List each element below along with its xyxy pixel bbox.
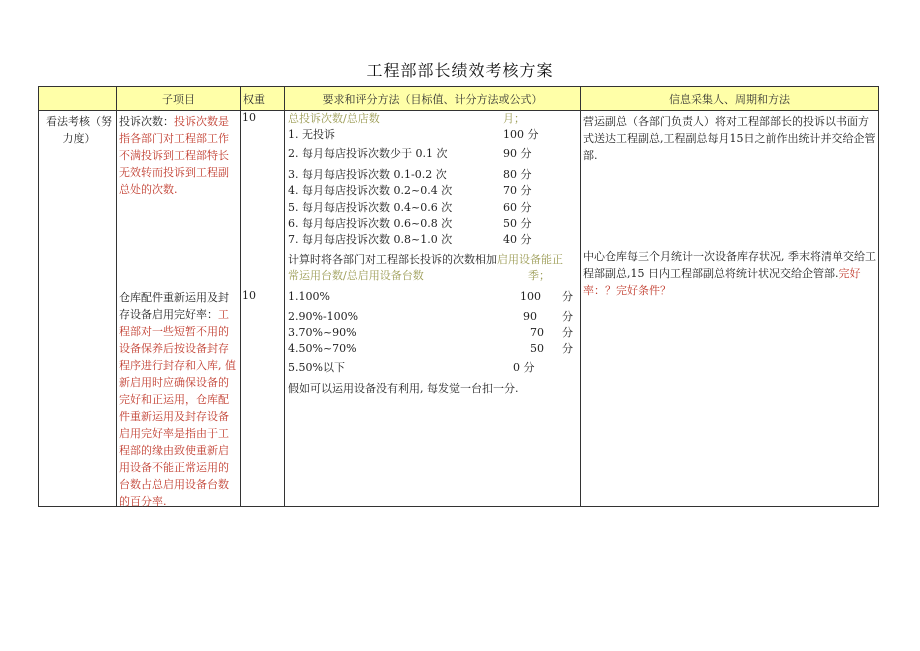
item2-text <box>119 289 239 510</box>
item1-score-7: 40 分 <box>503 233 532 246</box>
item1-rule-1: 1. 无投诉 <box>288 128 335 141</box>
item2-rule-1: 1.100% <box>288 290 330 303</box>
item2-intro <box>288 252 563 267</box>
header-subitem: 子项目 <box>117 87 241 111</box>
item2-score-1: 100 <box>520 290 541 303</box>
item1-text <box>119 113 239 198</box>
item1-rule-6: 6. 每月每店投诉次数 0.6~0.8 次 <box>288 217 453 230</box>
item2-rule-5: 5.50%以下 <box>288 361 345 374</box>
item2-score-3: 70 <box>530 326 544 339</box>
method-cell <box>285 111 581 507</box>
item2-formula-tail: 季； <box>528 269 550 282</box>
item2-info: 中心仓库每三个月统计一次设备库存状况, 季末将清单交给工程部副总,15 日内工程部副总将统计状况交给企管部. <box>583 250 876 280</box>
header-method: 要求和评分方法（目标值、计分方法或公式） <box>285 87 581 111</box>
item1-score-5: 60 分 <box>503 201 532 214</box>
item1-score-6: 50 分 <box>503 217 532 230</box>
item2-unit-1: 分 <box>562 290 573 303</box>
page-title: 工程部部长绩效考核方案 <box>366 61 554 80</box>
item1-score-3: 80 分 <box>503 168 532 181</box>
item1-weight: 10 <box>242 111 256 124</box>
item1-rule-5: 5. 每月每店投诉次数 0.4~0.6 次 <box>288 201 453 214</box>
item2-score-5: 0 分 <box>513 361 535 374</box>
assessment-table <box>38 86 879 507</box>
item2-unit-4: 分 <box>562 342 573 355</box>
item2-note: 假如可以运用设备没有利用, 每发觉一台扣一分. <box>288 382 519 395</box>
item1-rule-7: 7. 每月每店投诉次数 0.8~1.0 次 <box>288 233 453 246</box>
item1-label: 投诉次数： <box>119 115 174 128</box>
item1-rule-3: 3. 每月每店投诉次数 0.1-0.2 次 <box>288 168 447 181</box>
item2-info-block <box>583 248 877 299</box>
item2-rule-2: 2.90%-100% <box>288 310 359 323</box>
item2-score-4: 50 <box>530 342 544 355</box>
header-row <box>39 87 879 111</box>
subitem-cell <box>117 111 241 507</box>
info-cell <box>581 111 879 507</box>
item1-score-4: 70 分 <box>503 184 532 197</box>
item2-weight: 10 <box>242 289 256 302</box>
item2-intro-olive: 启用设备能正 <box>497 253 563 266</box>
item1-desc: 投诉次数是指各部门对工程部工作不满投诉到工程部特长无效转而投诉到工程副总处的次数. <box>119 115 229 196</box>
weight-cell <box>241 111 285 507</box>
item1-rule-4: 4. 每月每店投诉次数 0.2~0.4 次 <box>288 184 453 197</box>
item1-formula-tail: 月； <box>503 112 525 125</box>
item2-rule-3: 3.70%~90% <box>288 326 357 339</box>
header-category <box>39 87 117 111</box>
item2-desc: 工程部对一些短暂不用的设备保养后按设备封存程序进行封存和入库, 值新启用时应确保设备的完好和正运用，仓库配件重新运用及封存设备启用完好率是指由于工程部的缘由致使重新启用设备不能正常运用的台数占总启用设备台数的百分率. <box>119 308 236 508</box>
item1-score-2: 90 分 <box>503 147 532 160</box>
header-info: 信息采集人、周期和方法 <box>581 87 879 111</box>
category-label: 看法考核（努力度） <box>46 115 112 145</box>
item2-label: 仓库配件重新运用及封存设备启用完好率： <box>119 291 229 321</box>
item1-rule-2: 2. 每月每店投诉次数少于 0.1 次 <box>288 147 448 160</box>
item1-score-1: 100 分 <box>503 128 539 141</box>
item2-unit-2: 分 <box>562 310 573 323</box>
item2-unit-3: 分 <box>562 326 573 339</box>
item2-score-2: 90 <box>523 310 537 323</box>
item1-formula: 总投诉次数/总店数 <box>288 112 380 125</box>
item2-info-red: 完好率：？完好条件？ <box>583 267 861 297</box>
item2-formula: 常运用台数/总启用设备台数 <box>288 269 424 282</box>
item2-rule-4: 4.50%~70% <box>288 342 357 355</box>
category-cell <box>39 111 117 507</box>
item2-intro-text: 计算时将各部门对工程部长投诉的次数相加 <box>288 253 497 266</box>
item1-info: 营运副总（各部门负责人）将对工程部部长的投诉以书面方式送达工程副总,工程副总每月15日之前作出统计并交给企管部. <box>583 115 876 162</box>
content-row <box>39 111 879 507</box>
header-weight: 权重 <box>241 87 285 111</box>
